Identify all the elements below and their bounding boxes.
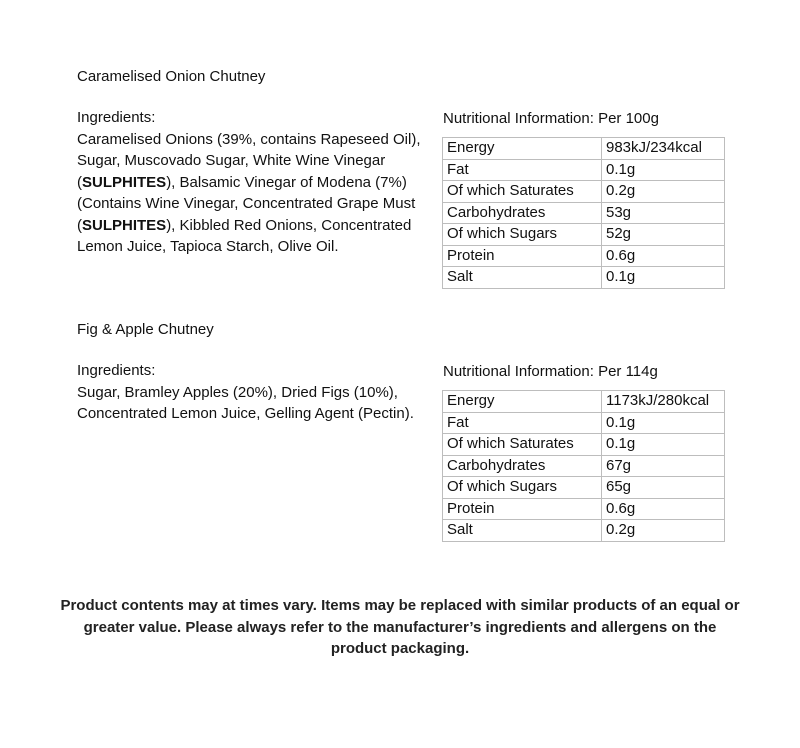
- table-row: [443, 455, 725, 477]
- nutrient-value: 0.1g: [602, 434, 725, 456]
- allergen-highlight: SULPHITES: [82, 216, 167, 234]
- table-row: [443, 138, 725, 160]
- nutrient-name: Energy: [443, 391, 602, 413]
- nutrition-heading: Nutritional Information: Per 100g: [443, 110, 659, 127]
- ingredients-block: [77, 360, 422, 425]
- table-row: [443, 159, 725, 181]
- nutrient-name: Of which Sugars: [443, 224, 602, 246]
- ingredients-label: Ingredients:: [77, 362, 156, 379]
- nutrient-name: Salt: [443, 267, 602, 289]
- nutrient-value: 0.1g: [602, 159, 725, 181]
- nutrient-name: Carbohydrates: [443, 202, 602, 224]
- nutrient-name: Carbohydrates: [443, 455, 602, 477]
- product-title: Caramelised Onion Chutney: [77, 68, 266, 85]
- table-row: [443, 267, 725, 289]
- nutrient-value: 65g: [602, 477, 725, 499]
- nutrient-value: 1173kJ/280kcal: [602, 391, 725, 413]
- nutrient-value: 53g: [602, 202, 725, 224]
- nutrient-name: Fat: [443, 412, 602, 434]
- nutrition-heading: Nutritional Information: Per 114g: [443, 363, 658, 380]
- nutrient-name: Of which Sugars: [443, 477, 602, 499]
- table-row: [443, 245, 725, 267]
- table-row: [443, 412, 725, 434]
- ingredients-label: Ingredients:: [77, 109, 156, 126]
- table-row: [443, 498, 725, 520]
- nutrient-name: Energy: [443, 138, 602, 160]
- table-row: [443, 202, 725, 224]
- table-row: [443, 224, 725, 246]
- table-row: [443, 477, 725, 499]
- disclaimer-text: Product contents may at times vary. Items may be replaced with similar products of an equal or greater value. Please always refer to the manufacturer’s ingredients and allergens on the product packaging.: [60, 597, 740, 657]
- nutrition-table: [442, 137, 725, 289]
- ingredients-text: Caramelised Onions (39%, contains Rapeseed Oil), Sugar, Muscovado Sugar, White Wine Vinegar (: [77, 130, 421, 191]
- nutrient-value: 52g: [602, 224, 725, 246]
- ingredients-block: [77, 107, 422, 258]
- nutrient-name: Fat: [443, 159, 602, 181]
- table-row: [443, 391, 725, 413]
- nutrient-name: Of which Saturates: [443, 434, 602, 456]
- ingredients-text: Sugar, Bramley Apples (20%), Dried Figs (10%), Concentrated Lemon Juice, Gelling Agent (Pectin).: [77, 383, 414, 422]
- nutrient-value: 0.6g: [602, 498, 725, 520]
- nutrient-name: Protein: [443, 498, 602, 520]
- nutrient-name: Protein: [443, 245, 602, 267]
- nutrition-table: [442, 390, 725, 542]
- nutrient-name: Salt: [443, 520, 602, 542]
- table-row: [443, 181, 725, 203]
- nutrient-value: 0.2g: [602, 181, 725, 203]
- ingredients-text: ), Balsamic Vinegar of Modena (7%) (Contains Wine Vinegar, Concentrated Grape Must (: [77, 173, 416, 234]
- ingredients-text: ), Kibbled Red Onions, Concentrated Lemon Juice, Tapioca Starch, Olive Oil.: [77, 216, 412, 255]
- allergen-highlight: SULPHITES: [82, 173, 167, 191]
- nutrient-value: 0.1g: [602, 267, 725, 289]
- table-row: [443, 520, 725, 542]
- nutrient-value: 67g: [602, 455, 725, 477]
- nutrient-value: 0.1g: [602, 412, 725, 434]
- product-title: Fig & Apple Chutney: [77, 321, 214, 338]
- nutrient-name: Of which Saturates: [443, 181, 602, 203]
- table-row: [443, 434, 725, 456]
- nutrient-value: 983kJ/234kcal: [602, 138, 725, 160]
- nutrient-value: 0.2g: [602, 520, 725, 542]
- nutrient-value: 0.6g: [602, 245, 725, 267]
